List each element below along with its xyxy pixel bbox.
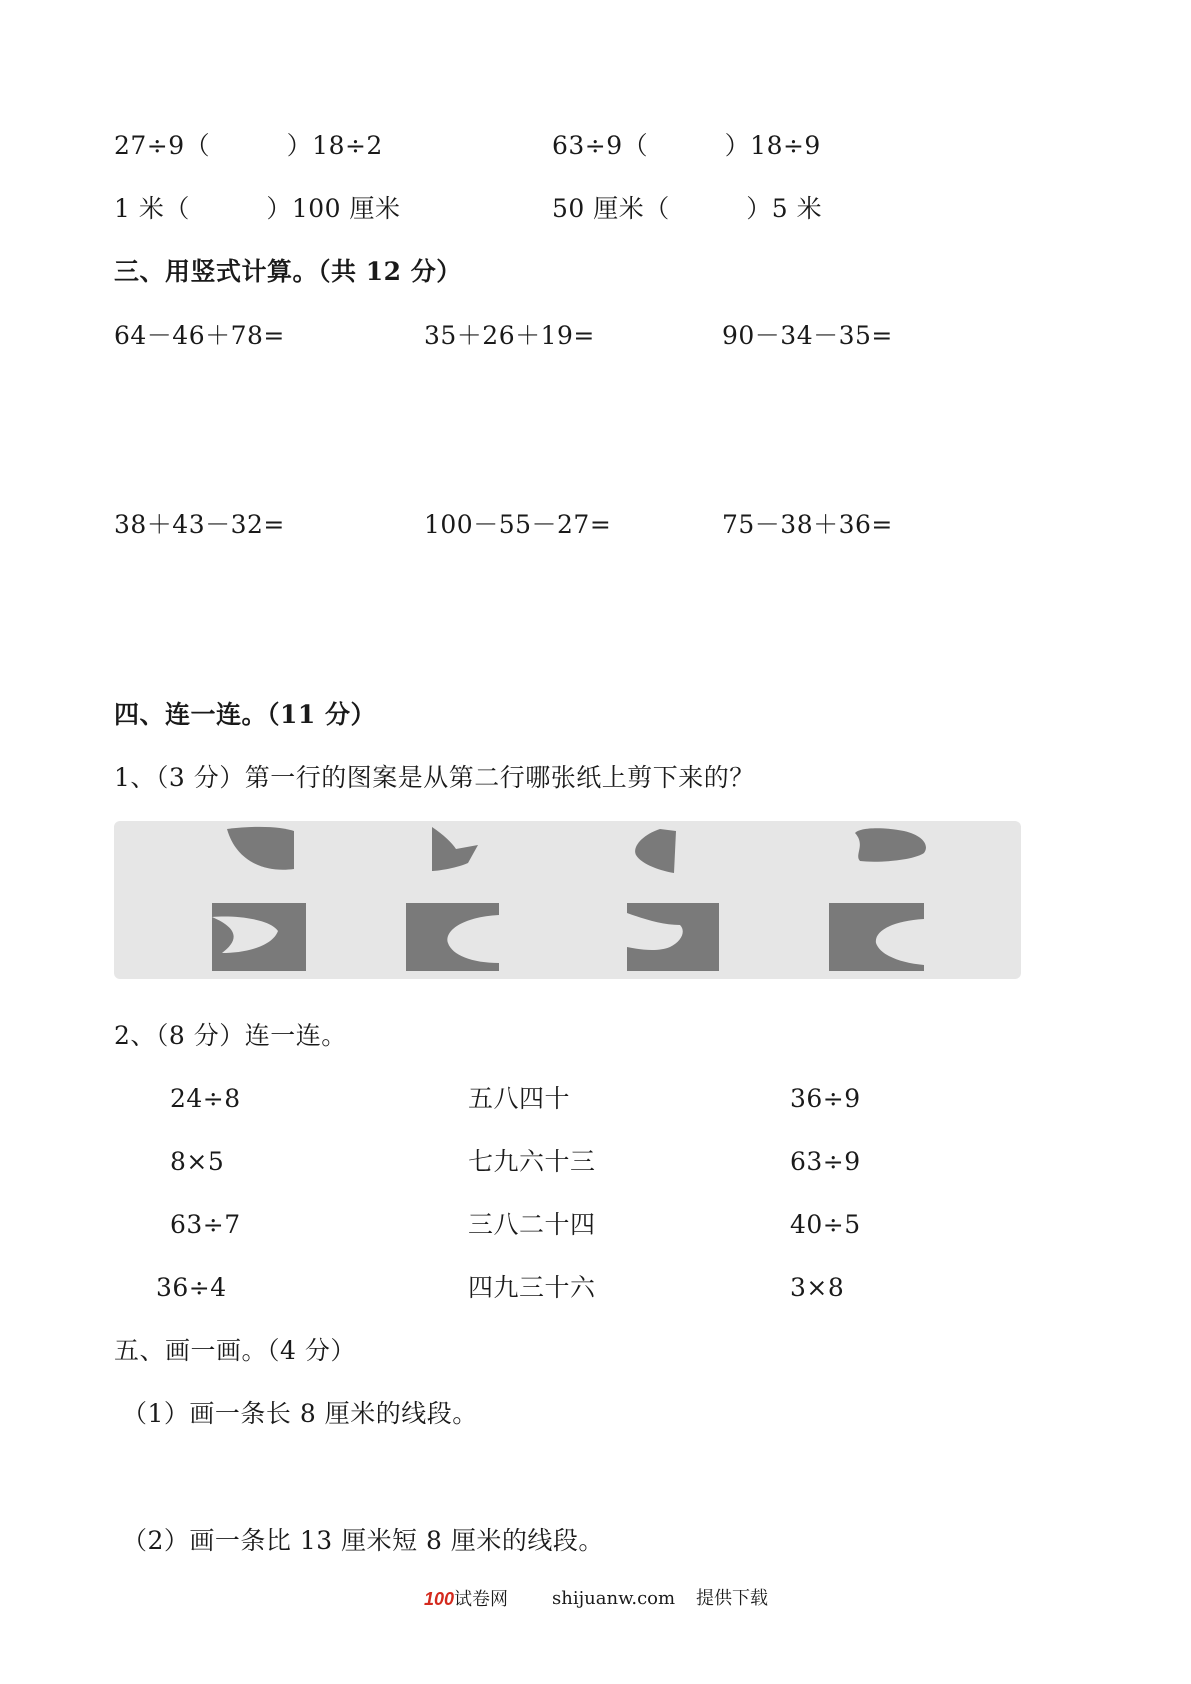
cutout-pattern	[432, 827, 478, 871]
logo-number: 100	[424, 1589, 455, 1609]
question-text: （1）画一条长 8 厘米的线段。	[122, 1399, 478, 1428]
match-expression: 36÷9	[790, 1084, 861, 1113]
paper-with-hole	[627, 903, 719, 971]
question-text: （2）画一条比 13 厘米短 8 厘米的线段。	[122, 1526, 604, 1555]
section-title: 三、用竖式计算。（共 12 分）	[114, 257, 462, 286]
paper-with-hole	[406, 903, 499, 971]
logo-text: 试卷网	[454, 1589, 509, 1610]
paper-with-hole	[212, 903, 306, 971]
section-title: 五、画一画。（4 分）	[114, 1336, 356, 1365]
question-text: 2、（8 分）连一连。	[114, 1021, 347, 1050]
compare-item: 63÷9（ ）18÷9	[552, 131, 821, 160]
compare-item: 27÷9（ ）18÷2	[114, 131, 383, 160]
multiplication-rhyme: 五八四十	[468, 1084, 571, 1113]
cutout-pattern	[855, 828, 926, 862]
match-expression: 63÷7	[170, 1210, 241, 1239]
footer-logo	[424, 1590, 508, 1609]
multiplication-rhyme: 四九三十六	[468, 1273, 596, 1302]
match-expression: 3×8	[790, 1273, 845, 1302]
compare-item: 1 米（ ）100 厘米	[114, 194, 401, 223]
vertical-calc-problem: 35＋26＋19=	[424, 321, 595, 350]
vertical-calc-problem: 100－55－27=	[424, 510, 612, 539]
cutout-shapes-figure	[114, 821, 1021, 979]
multiplication-rhyme: 七九六十三	[468, 1147, 596, 1176]
match-expression: 40÷5	[790, 1210, 861, 1239]
match-expression: 36÷4	[156, 1273, 227, 1302]
footer-slogan: 提供下载	[696, 1588, 768, 1609]
match-expression: 24÷8	[170, 1084, 241, 1113]
cutout-pattern	[227, 827, 294, 870]
paper-with-hole	[829, 903, 924, 971]
section-title: 四、连一连。（11 分）	[114, 700, 376, 729]
vertical-calc-problem: 75－38＋36=	[722, 510, 893, 539]
vertical-calc-problem: 38＋43－32=	[114, 510, 285, 539]
cutout-shapes-svg	[114, 821, 1021, 979]
vertical-calc-problem: 90－34－35=	[722, 321, 893, 350]
vertical-calc-problem: 64－46＋78=	[114, 321, 285, 350]
footer-site: shijuanw.com	[552, 1588, 676, 1609]
match-expression: 63÷9	[790, 1147, 861, 1176]
compare-item: 50 厘米（ ）5 米	[552, 194, 823, 223]
question-text: 1、（3 分）第一行的图案是从第二行哪张纸上剪下来的？	[114, 763, 755, 792]
cutout-pattern	[635, 829, 676, 873]
multiplication-rhyme: 三八二十四	[468, 1210, 596, 1239]
match-expression: 8×5	[170, 1147, 225, 1176]
